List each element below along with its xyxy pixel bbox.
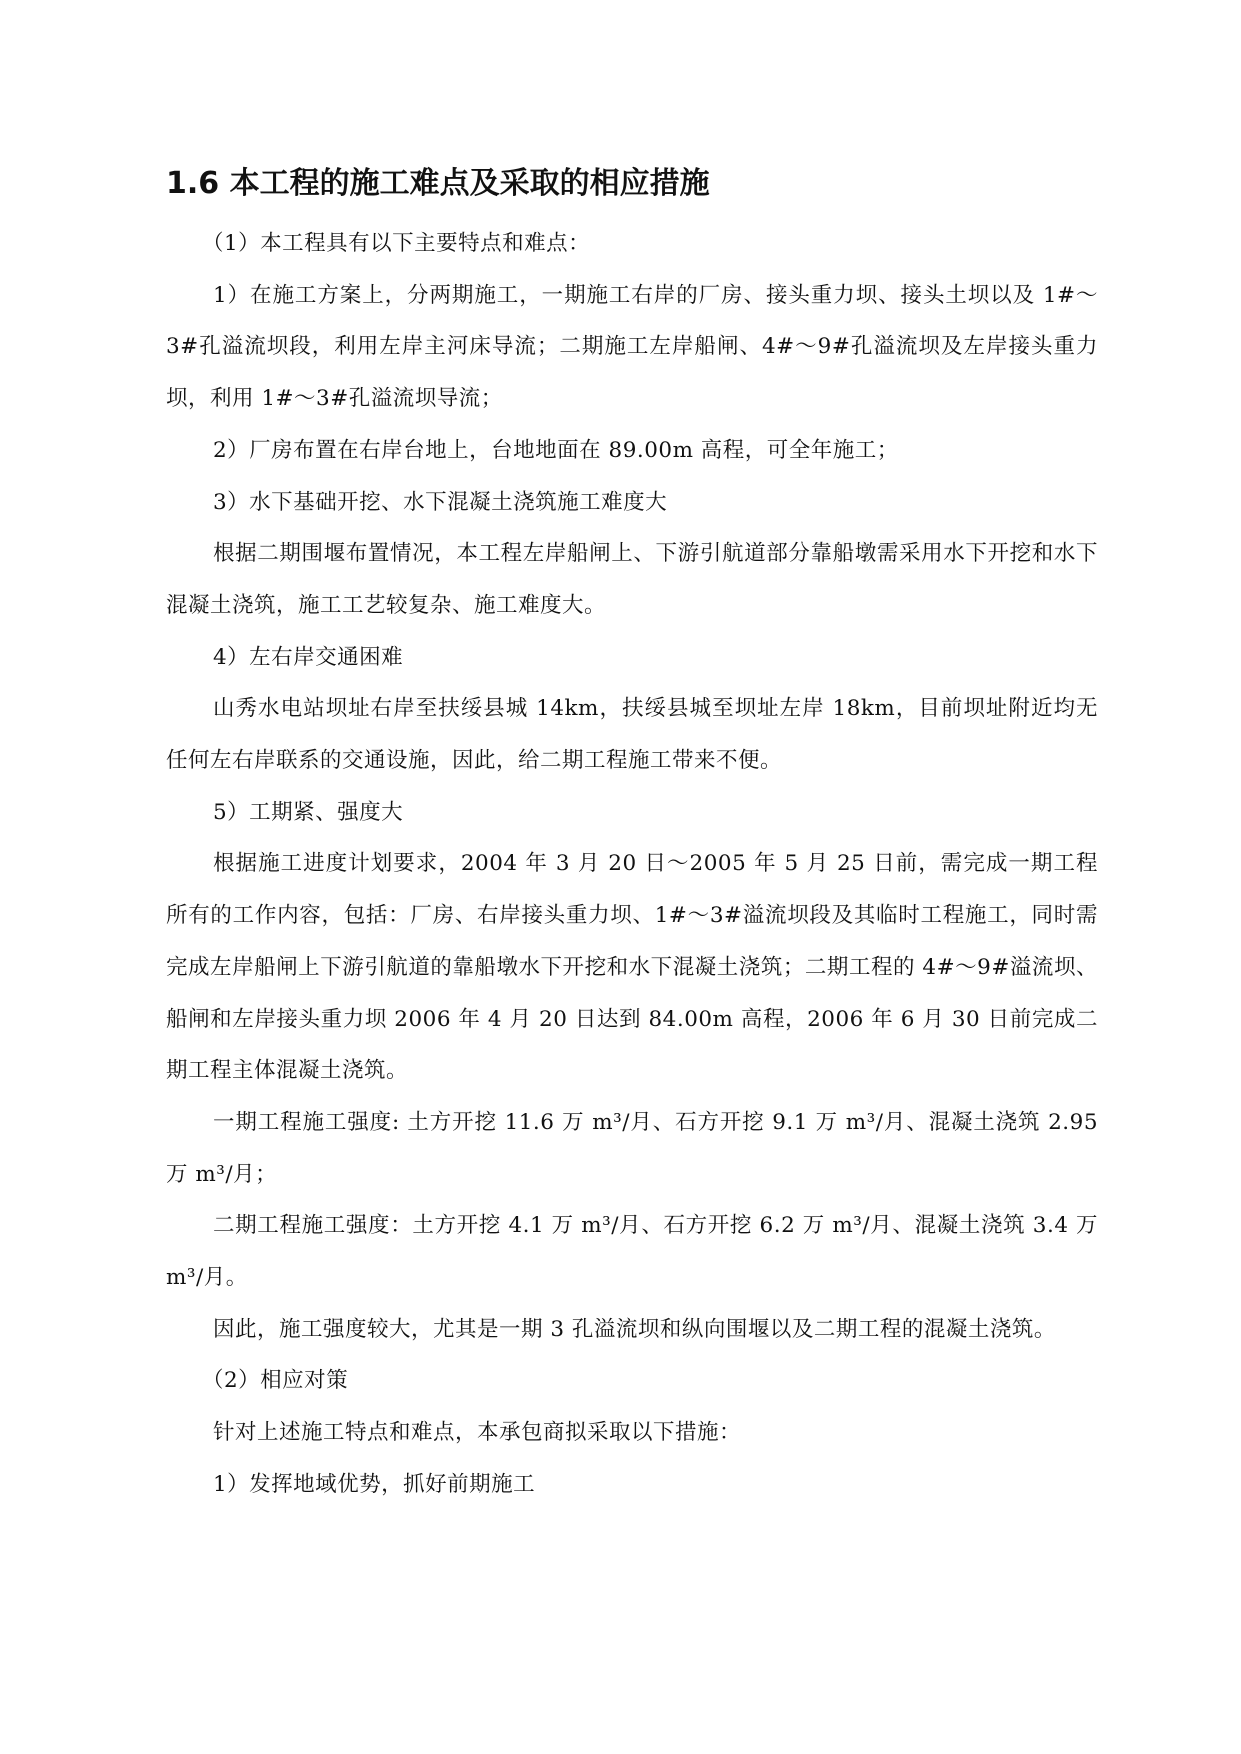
paragraph-countermeasures: （2）相应对策 [202,1368,349,1394]
paragraph-cofferdam: 根据二期围堰布置情况，本工程左岸船闸上、下游引航道部分靠船墩需采用水下开挖和水下混凝土浇筑，施工工艺较复杂、施工难度大。 [166,541,1098,618]
paragraph-measures-intro: 针对上述施工特点和难点，本承包商拟采取以下措施： [213,1420,742,1446]
section-heading: 1.6 本工程的施工难点及采取的相应措施 [166,166,710,201]
paragraph-powerhouse: 2）厂房布置在右岸台地上，台地地面在 89.00m 高程，可全年施工； [213,437,899,463]
paragraph-construction-plan: 1）在施工方案上，分两期施工，一期施工右岸的厂房、接头重力坝、接头土坝以及 1#～3#孔溢流坝段，利用左岸主河床导流；二期施工左岸船闸、4#～9#孔溢流坝及左岸接头重力坝，利用 1#～3#孔溢流坝导流； [166,282,1098,412]
paragraph-traffic-detail: 山秀水电站坝址右岸至扶绥县城 14km，扶绥县城至坝址左岸 18km，目前坝址附近均无任何左右岸联系的交通设施，因此，给二期工程施工带来不便。 [166,696,1098,774]
paragraph-underwater-works: 3）水下基础开挖、水下混凝土浇筑施工难度大 [213,489,668,515]
paragraph-intensity-summary: 因此，施工强度较大，尤其是一期 3 孔溢流坝和纵向围堰以及二期工程的混凝土浇筑。 [213,1316,1056,1342]
paragraph-schedule: 5）工期紧、强度大 [213,799,404,825]
paragraph-phase2-intensity: 二期工程施工强度：土方开挖 4.1 万 m³/月、石方开挖 6.2 万 m³/月、混凝土浇筑 3.4 万 m³/月。 [166,1213,1098,1291]
paragraph-traffic: 4）左右岸交通困难 [213,644,404,670]
paragraph-schedule-detail: 根据施工进度计划要求，2004 年 3 月 20 日～2005 年 5 月 25 日前，需完成一期工程所有的工作内容，包括：厂房、右岸接头重力坝、1#～3#溢流坝段及其临时工程施工，同时需完成左岸船闸上下游引航道的靠船墩水下开挖和水下混凝土浇筑；二期工程的 4#～9#溢流坝、船闸和左岸接头重力坝 2006 年 4 月 20 日达到 84.00m 高程，2006 年 6 月 30 日前完成二期工程主体混凝土浇筑。 [166,851,1098,1084]
paragraph-features-intro: （1）本工程具有以下主要特点和难点： [202,231,591,256]
paragraph-phase1-intensity: 一期工程施工强度: 土方开挖 11.6 万 m³/月、石方开挖 9.1 万 m³/月、混凝土浇筑 2.95 万 m³/月； [166,1109,1098,1187]
paragraph-measure-1: 1）发挥地域优势，抓好前期施工 [213,1471,536,1497]
document-page [166,160,1098,1511]
